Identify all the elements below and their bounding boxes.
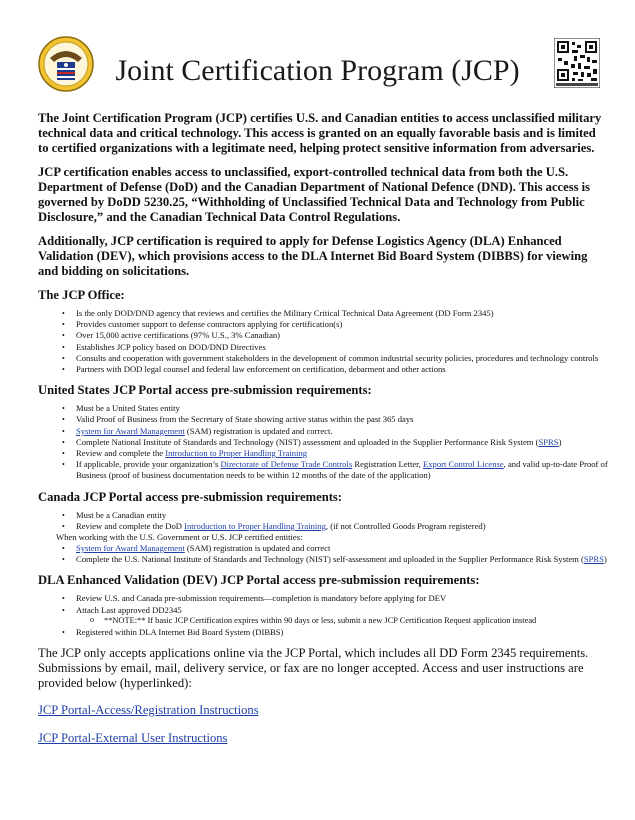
list-item: • Must be a Canadian entity (62, 510, 608, 521)
list-item-text: Review and complete the DoD (76, 520, 185, 531)
list-item: • Provides customer support to defense contractors applying for certification(s) (62, 319, 608, 330)
footer-paragraph: The JCP only accepts applications online via the JCP Portal, which includes all DD Form 2345 requirements. Submissions by email, mail, delivery service, or fax are no longer accepted. Access and user instructions are provided below (hyperlinked): (38, 645, 589, 690)
canada-portal-heading: Canada JCP Portal access pre-submission requirements: (38, 489, 342, 504)
dev-portal-list-continued (62, 627, 608, 638)
ddtc-link[interactable]: Directorate of Defense Trade Controls (220, 459, 353, 470)
list-item (62, 426, 608, 437)
intro-paragraph-2: JCP certification enables access to unclassified, export-controlled technical data from both the U.S. Department of Defense (DoD) and the Canadian Department of National Defence (DND). This access is governed by DoDD 5230.25, “Withholding of Unclassified Technical Data and Technology from Public Disclosure,” and the Canadian Technical Data Control Regulations. (38, 165, 591, 224)
us-portal-list (62, 403, 608, 481)
list-item: • Partners with DOD legal counsel and federal law enforcement on certification, debarment and other actions (62, 364, 608, 375)
dev-portal-list (62, 593, 608, 615)
sprs-link[interactable]: SPRS (538, 436, 559, 447)
list-item: • Must be a United States entity (62, 403, 608, 414)
list-item: • Review U.S. and Canada pre-submission requirements—completion is mandatory before applying for DEV (62, 593, 608, 604)
list-item-text: ) (603, 554, 607, 565)
list-item (62, 521, 608, 532)
list-item: • Is the only DOD/DND agency that reviews and certifies the Military Critical Technical Data Agreement (DD Form 2345) (62, 308, 608, 319)
intro-paragraph-3: Additionally, JCP certification is required to apply for Defense Logistics Agency (DLA) Enhanced Validation (DEV), which provisions access to the DLA Internet Bid Board System (DIBBS) for viewing and bidding on solicitations. (38, 234, 588, 278)
list-item-text: If applicable, provide your organization’s (76, 459, 221, 470)
export-control-license-link[interactable]: Export Control License (422, 459, 504, 470)
list-item-text: Registration Letter, (352, 459, 423, 470)
document-body (38, 111, 608, 759)
list-item: • Establishes JCP policy based on DOD/DND Directives (62, 342, 608, 353)
sprs-link[interactable]: SPRS (583, 554, 604, 565)
portal-external-user-link[interactable]: JCP Portal-External User Instructions (38, 730, 228, 745)
sam-link[interactable]: System for Award Management (76, 425, 185, 436)
list-item: • Valid Proof of Business from the Secretary of State showing active status within the past 365 days (62, 414, 608, 425)
page-title: Joint Certification Program (JCP) (115, 54, 520, 87)
list-item (62, 448, 608, 459)
list-item: • Attach Last approved DD2345 (62, 605, 608, 616)
list-item: o **NOTE:** If basic JCP Certification expires within 90 days or less, submit a new JCP Certification Request application instead (90, 616, 608, 627)
list-item (62, 437, 608, 448)
canada-us-gov-list (62, 543, 608, 565)
portal-access-registration-link[interactable]: JCP Portal-Access/Registration Instructions (38, 702, 259, 717)
list-item (62, 543, 608, 554)
list-item-text: , (if not Controlled Goods Program registered) (325, 520, 486, 531)
list-item: • Consults and cooperation with government stakeholders in the development of common industrial security policies, procedures and technology controls (62, 353, 608, 364)
jcp-office-heading: The JCP Office: (38, 288, 125, 302)
proper-handling-training-link[interactable]: Introduction to Proper Handling Training (184, 520, 326, 531)
list-item-text: Complete the U.S. National Institute of Standards and Technology (NIST) self-assessment and uploaded in the Supplier Performance Risk System ( (76, 554, 584, 565)
canada-portal-list (62, 510, 608, 532)
list-item-text: , and valid up-to-date Proof of Business (proof of business documentation needs to be within 12 months of the date of the application) (76, 459, 608, 481)
dev-portal-sublist (90, 616, 608, 627)
list-item-text: Review and complete the (76, 448, 166, 459)
document-header (0, 0, 635, 110)
list-item (62, 554, 608, 565)
list-item-text: (SAM) registration is updated and correct (184, 543, 331, 554)
jcp-office-list (62, 308, 608, 375)
list-item: • Registered within DLA Internet Bid Board System (DIBBS) (62, 627, 608, 638)
list-item-text: ) (558, 436, 562, 447)
list-item: • Over 15,000 active certifications (97% U.S., 3% Canadian) (62, 330, 608, 341)
list-item-text: Complete National Institute of Standards and Technology (NIST) assessment and uploaded in the Supplier Performance Risk System ( (76, 436, 539, 447)
list-item-text: (SAM) registration is updated and correct. (184, 425, 333, 436)
dev-portal-heading: DLA Enhanced Validation (DEV) JCP Portal access pre-submission requirements: (38, 573, 480, 588)
canada-when-working-text: When working with the U.S. Government or U.S. JCP certified entities: (56, 532, 303, 543)
list-item (62, 459, 608, 481)
us-portal-heading: United States JCP Portal access pre-submission requirements: (38, 383, 372, 398)
intro-paragraph-1: The Joint Certification Program (JCP) certifies U.S. and Canadian entities to access unclassified military technical data and critical technology. This access is granted on an equally favorable basis and is limited to certified organizations with a legitimate need, helping protect sensitive information from adversaries. (38, 111, 602, 155)
qr-code-icon[interactable] (554, 38, 600, 88)
sam-link[interactable]: System for Award Management (76, 543, 185, 554)
proper-handling-training-link[interactable]: Introduction to Proper Handling Training (165, 448, 308, 459)
